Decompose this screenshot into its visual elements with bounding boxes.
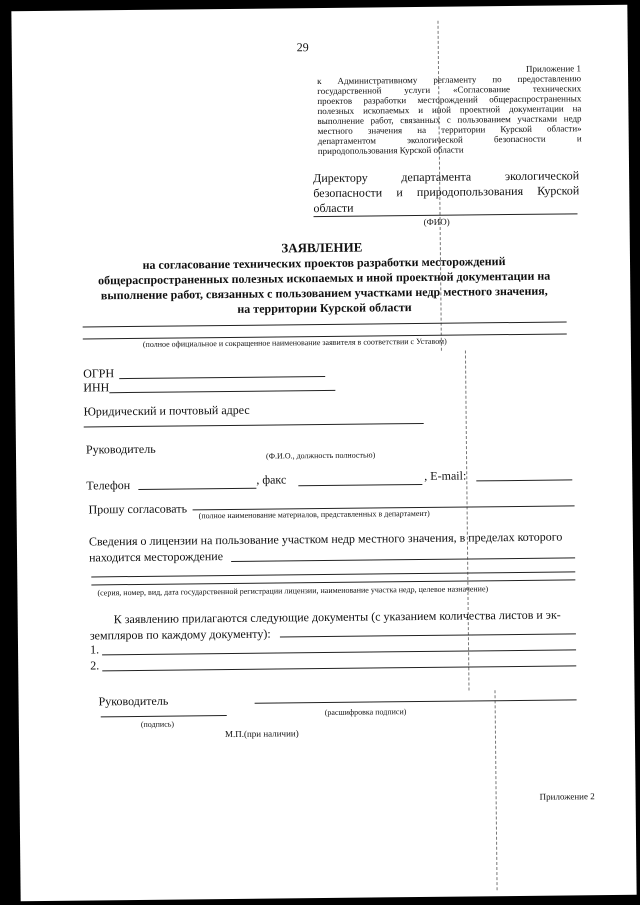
request-label: Прошу согласовать (88, 501, 188, 517)
appendix1-title: Приложение 1 (525, 63, 582, 74)
heading-line: на согласование технических проектов разработки месторождений (142, 254, 506, 272)
email-line (476, 479, 572, 481)
attach-line-2-field (280, 633, 576, 637)
phone-label: Телефон (86, 478, 131, 493)
sign-head-label: Руководитель (98, 693, 169, 709)
document-page (11, 5, 636, 901)
phone-line (138, 488, 256, 490)
heading-line: на территории Курской области (237, 300, 412, 316)
appendix1-block (317, 63, 582, 156)
head-label: Руководитель (85, 441, 156, 457)
inn-label: ИНН (83, 380, 110, 395)
address-line (84, 423, 424, 428)
ogrn-line (119, 376, 325, 379)
applicant-caption: (полное официальное и сокращенное наименование заявителя в соответствии с Уставом) (142, 336, 447, 349)
appendix1-line: природопользования Курской области (317, 144, 464, 157)
heading-line: выполнение работ, связанных с пользованием участками недр местного значения, (100, 283, 548, 303)
appendix1-line: полезных ископаемых и иной проектной документации на (317, 103, 582, 117)
addressee-line: безопасности и природопользования Курской (313, 183, 580, 201)
appendix1-line: к Административному регламенту по предоставлению (317, 73, 582, 87)
address-label: Юридический и почтовый адрес (83, 402, 250, 419)
appendix1-line: государственной услуги «Согласование технических (317, 83, 582, 97)
request-caption: (полное наименование материалов, представленных в департамент) (198, 508, 430, 521)
appendix2-label: Приложение 2 (539, 791, 595, 802)
signature-caption: (подпись) (140, 719, 175, 729)
email-label: , E-mail: (424, 468, 467, 483)
decoding-caption: (расшифровка подписи) (324, 707, 407, 718)
license-field-line-3 (91, 579, 575, 585)
stamp-label: М.П.(при наличии) (224, 728, 299, 740)
fax-line (298, 484, 422, 486)
attach-line-1: К заявлению прилагаются следующие документы (с указанием количества листов и эк- (113, 607, 561, 627)
license-field-line-2 (91, 571, 575, 577)
decoding-line (255, 699, 577, 703)
license-line-1: Сведения о лицензии на пользование участком недр местного значения, в пределах которого (88, 529, 563, 549)
item-2-line (102, 665, 576, 671)
attach-line-2: земпляров по каждому документу): (89, 626, 271, 643)
fax-label: , факс (256, 472, 287, 487)
item-2-label: 2. (90, 658, 100, 673)
inn-line (109, 390, 335, 393)
heading-line: общераспространенных полезных ископаемых и иной проектной документации на (97, 268, 551, 288)
addressee-line: Директору департамента экологической (313, 168, 580, 186)
addressee-line: области (313, 200, 354, 216)
applicant-line-1 (83, 321, 567, 327)
license-field-line-1 (231, 557, 575, 562)
appendix1-line: проектов разработки месторождений общераспространенных (317, 93, 582, 107)
appendix1-line: выполнение работ, связанных с пользованием участками недр (317, 113, 582, 127)
heading-lines (64, 253, 585, 318)
appendix1-line: департаментом экологической безопасности и (317, 133, 582, 147)
item-1-label: 1. (89, 642, 100, 657)
fold-line-middle (465, 351, 470, 691)
license-caption: (серия, номер, вид, дата государственной регистрации лицензии, наименование участка недр, целевое назначение) (97, 584, 489, 598)
appendix1-line: местного значения на территории Курской области» (317, 123, 582, 137)
fold-line-lower (494, 690, 497, 890)
ogrn-label: ОГРН (83, 366, 115, 381)
license-line-2: находится месторождение (89, 549, 224, 565)
item-1-line (102, 649, 576, 655)
head-caption: (Ф.И.О., должность полностью) (265, 450, 376, 461)
addressee-block (313, 168, 579, 216)
page-number: 29 (296, 40, 309, 55)
fio-caption: (ФИО) (423, 216, 450, 227)
signature-line (101, 715, 227, 717)
document-title: ЗАЯВЛЕНИЕ (281, 239, 363, 256)
